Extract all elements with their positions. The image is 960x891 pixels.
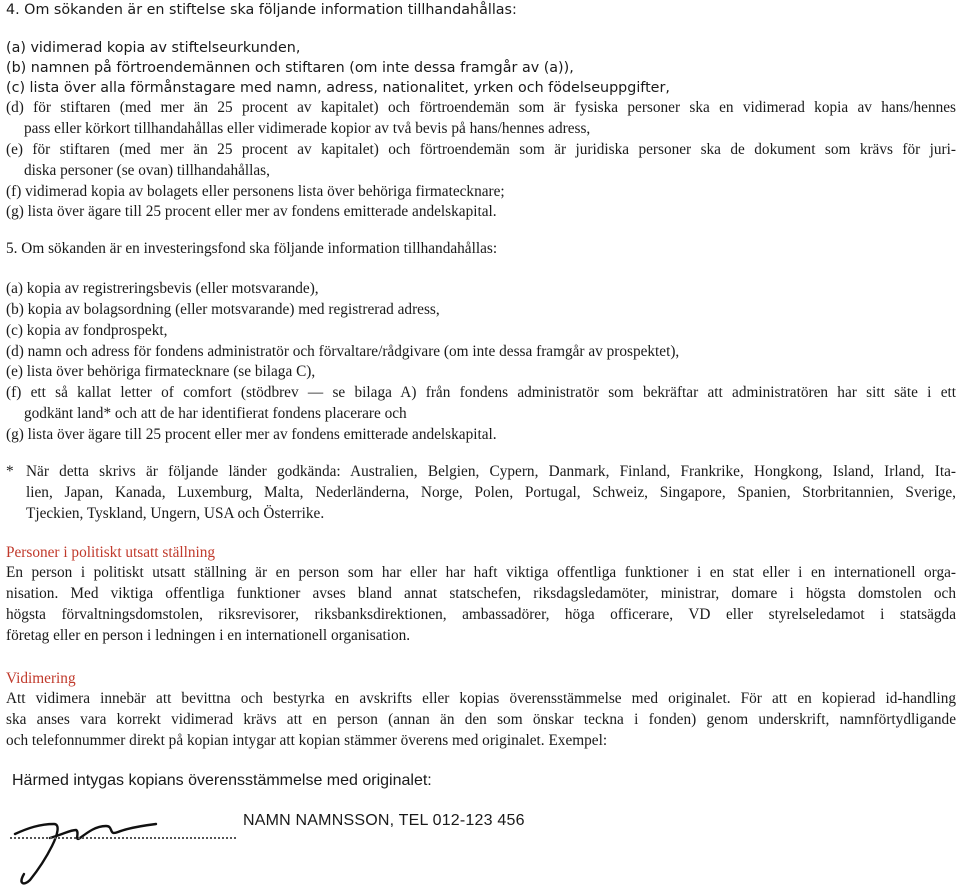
example-label: Härmed intygas kopians överensstämmelse med originalet:	[12, 772, 432, 789]
section5-heading: 5. Om sökanden är en investeringsfond ska följande information tillhandahållas:	[6, 240, 498, 257]
pep-line-3: högsta förvaltningsdomstolen, riksrevisorer, riksbanksdirektionen, ambassadörer, höga officerare, VD eller styrelseledamot i statsägda	[6, 606, 956, 623]
section4-heading: 4. Om sökanden är en stiftelse ska följande information tillhandahållas:	[6, 2, 517, 18]
vidimering-line-1: Att vidimera innebär att bevittna och bestyrka en avskrifts eller kopias överensstämmelse med originalet. För att en kopierad id-handling	[6, 690, 956, 707]
section4-item-d: (d) för stiftaren (med mer än 25 procent av kapitalet) och förtroendemän som är fysiska personer ska en vidimerad kopia av hans/hennes	[6, 99, 956, 116]
section5-item-e: (e) lista över behöriga firmatecknare (se bilaga C),	[6, 363, 316, 380]
footnote-marker: *	[6, 463, 14, 480]
section4-item-e-cont: diska personer (se ovan) tillhandahållas,	[24, 162, 270, 179]
vidimering-line-2: ska anses vara korrekt vidimerad krävs att en person (annan än den som önskar teckna i fonden) genom underskrift, namnförtydligande	[6, 711, 956, 728]
section5-item-d: (d) namn och adress för fondens administratör och förvaltare/rådgivare (om inte dessa framgår av prospektet),	[6, 343, 680, 360]
section5-item-b: (b) kopia av bolagsordning (eller motsvarande) med registrerad adress,	[6, 301, 440, 318]
section4-item-b: (b) namnen på förtroendemännen och stiftaren (om inte dessa framgår av (a)),	[6, 60, 574, 76]
vidimering-line-3: och telefonnummer direkt på kopian intygar att kopian stämmer överens med originalet. Exempel:	[6, 732, 608, 749]
section4-item-a: (a) vidimerad kopia av stiftelseurkunden,	[6, 40, 301, 56]
section5-item-g: (g) lista över ägare till 25 procent eller mer av fondens emitterade andelskapital.	[6, 426, 497, 443]
signature-line	[10, 837, 236, 839]
pep-line-1: En person i politiskt utsatt ställning är en person som har eller har haft viktiga offentliga funktioner i en stat eller i en internationell orga-	[6, 564, 956, 581]
section4-item-e: (e) för stiftaren (med mer än 25 procent av kapitalet) och förtroendemän som är juridiska personer ska de dokument som krävs för juri-	[6, 141, 956, 158]
footnote-line-2: lien, Japan, Kanada, Luxemburg, Malta, Nederländerna, Norge, Polen, Portugal, Schweiz, Singapore, Spanien, Storbritannien, Sverige,	[26, 484, 956, 501]
section5-item-c: (c) kopia av fondprospekt,	[6, 322, 168, 339]
section5-item-f-cont: godkänt land* och att de har identifierat fondens placerare och	[24, 405, 407, 422]
vidimering-title: Vidimering	[6, 670, 76, 687]
section5-item-a: (a) kopia av registreringsbevis (eller motsvarande),	[6, 280, 319, 297]
footnote-line-1: När detta skrivs är följande länder godkända: Australien, Belgien, Cypern, Danmark, Finland, Frankrike, Hongkong, Island, Irland, Ita-	[26, 463, 956, 480]
pep-title: Personer i politiskt utsatt ställning	[6, 544, 216, 561]
footnote-line-3: Tjeckien, Tyskland, Ungern, USA och Österrike.	[26, 505, 325, 522]
section4-item-c: (c) lista över alla förmånstagare med namn, adress, nationalitet, yrken och födelseuppgifter,	[6, 80, 670, 96]
pep-line-4: företag eller en person i ledningen i en internationell organisation.	[6, 627, 411, 644]
section4-item-g: (g) lista över ägare till 25 procent eller mer av fondens emitterade andelskapital.	[6, 203, 497, 220]
section4-item-f: (f) vidimerad kopia av bolagets eller personens lista över behöriga firmatecknare;	[6, 183, 505, 200]
pep-line-2: nisation. Med viktiga offentliga funktioner avses bland annat statschefen, riksdagsledamöter, ministrar, domare i högsta domstolen och	[6, 585, 956, 602]
example-name-phone: NAMN NAMNSSON, TEL 012-123 456	[243, 812, 525, 829]
section4-item-d-cont: pass eller körkort tillhandahållas eller vidimerade kopior av två bevis på hans/hennes adress,	[24, 120, 591, 137]
section5-item-f: (f) ett så kallat letter of comfort (stödbrev — se bilaga A) från fondens administratör som bekräftar att administratören har sitt säte i ett	[6, 384, 956, 401]
signature-image	[10, 808, 160, 888]
